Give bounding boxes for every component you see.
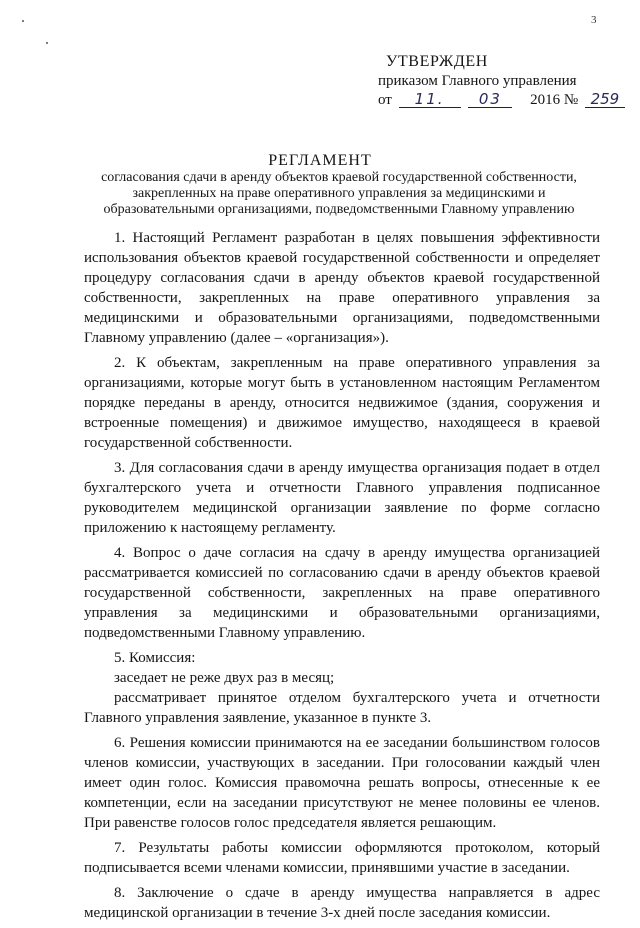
paragraph-5-item-1: заседает не реже двух раз в месяц;: [114, 670, 335, 686]
paragraph-3: 3. Для согласования сдачи в аренду имущества организация подает в отдел бухгалтерского учета и отчетности Главного управления подписанное руководителем медицинской организации заявление по форме согласно приложению к настоящему регламенту.: [84, 460, 600, 536]
handwritten-month: 03: [468, 91, 512, 108]
paragraph-4: 4. Вопрос о даче согласия на сдачу в аренду имущества организацией рассматривается комиссией по согласованию сдачи в аренду объектов краевой государственной собственности, закрепленных на праве оперативного управления за медицинскими и образовательными организациями, подведомственными Главному управлению.: [84, 545, 600, 641]
paragraph-2: 2. К объектам, закрепленным на праве оперативного управления за организациями, которые могут быть в установленном настоящим Регламентом порядке переданы в аренду, относится недвижимое (здания, сооружения и встроенные помещения) и движимое имущество, находящееся в краевой государственной собственности.: [84, 355, 600, 451]
approval-date-line: [378, 91, 618, 110]
approval-stamp-block: [378, 52, 618, 110]
document-body: [84, 228, 600, 928]
approval-order-line: приказом Главного управления: [378, 73, 577, 89]
paragraph-5-item-2: рассматривает принятое отделом бухгалтерского учета и отчетности Главного управления заявление, указанное в пункте 3.: [84, 690, 600, 726]
document-subtitle: согласования сдачи в аренду объектов краевой государственной собственности, закрепленных на праве оперативного управления за медицинскими и образовательными организациями, подведомственными Главному управлению: [101, 170, 577, 217]
handwritten-day: 11.: [399, 91, 461, 108]
paragraph-1: 1. Настоящий Регламент разработан в целях повышения эффективности использования объектов краевой государственной собственности и определяет процедуру согласования сдачи в аренду объектов краевой государственной собственности, закрепленных на праве оперативного управления за медицинскими и образовательными организациями, подведомственными Главному управлению (далее – «организация»).: [84, 230, 600, 346]
paragraph-6: 6. Решения комиссии принимаются на ее заседании большинством голосов членов комиссии, участвующих в заседании. При голосовании каждый член имеет один голос. Комиссия правомочна решать вопросы, отнесенные к ее компетенции, если на заседании присутствуют не менее половины ее членов. При равенстве голосов голос председателя является решающим.: [84, 735, 600, 831]
scan-speck: [22, 20, 24, 22]
paragraph-7: 7. Результаты работы комиссии оформляются протоколом, который подписывается всеми членами комиссии, принявшими участие в заседании.: [84, 840, 600, 876]
approval-heading: УТВЕРЖДЕН: [386, 53, 488, 70]
year-text: 2016 №: [530, 92, 579, 108]
document-title: РЕГЛАМЕНТ: [268, 152, 372, 169]
page-number: 3: [591, 14, 597, 26]
paragraph-8: 8. Заключение о сдаче в аренду имущества направляется в адрес медицинской организации в течение 3-х дней после заседания комиссии.: [84, 885, 600, 921]
scan-speck: [46, 42, 48, 44]
paragraph-5: 5. Комиссия:: [114, 650, 196, 666]
handwritten-order-number: 259: [585, 91, 625, 108]
date-prefix: от: [378, 92, 392, 108]
